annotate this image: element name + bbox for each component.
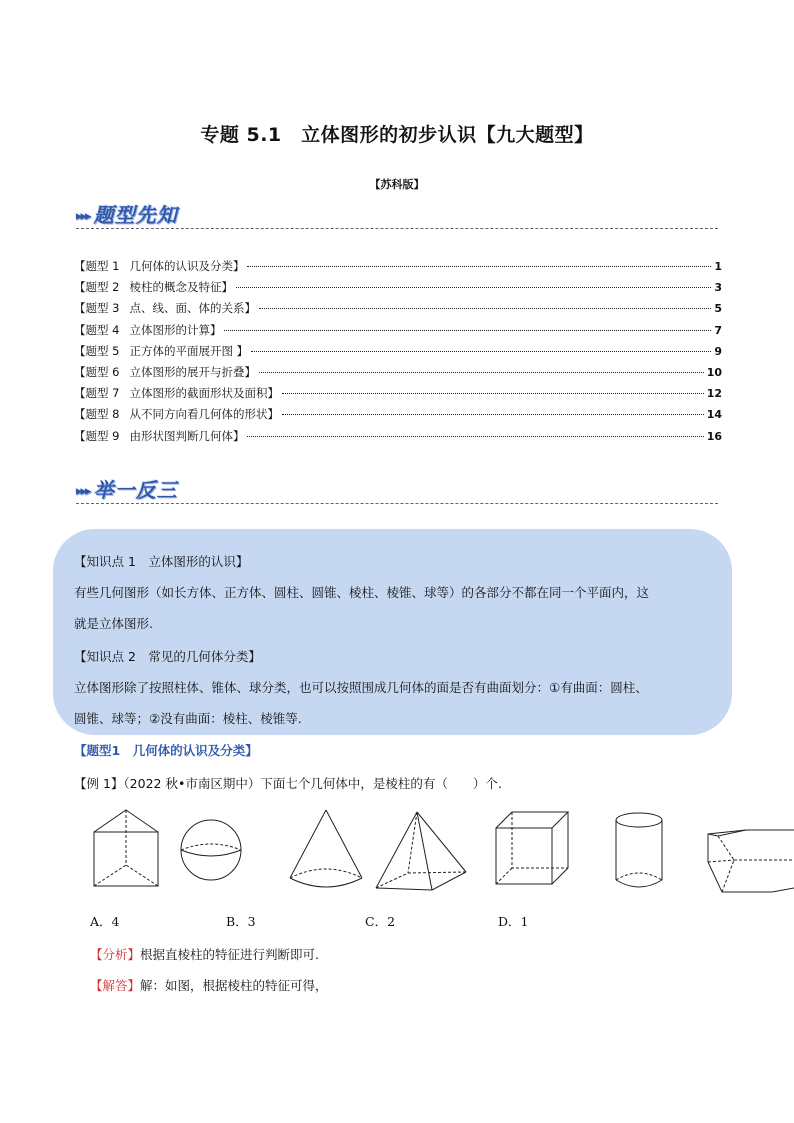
knowledge-point-2-title: 【知识点 2 常见的几何体分类】 — [74, 649, 261, 664]
knowledge-text: 就是立体图形. — [74, 616, 153, 631]
option-c[interactable]: C．2 — [365, 914, 396, 929]
solid-figures — [0, 800, 794, 900]
toc-item[interactable]: 【题型 4 立体图形的计算】 7 — [74, 322, 722, 337]
cone-figure — [290, 810, 362, 887]
divider — [76, 503, 718, 504]
answer-text: 解：如图，根据棱柱的特征可得， — [140, 978, 328, 993]
toc-item[interactable]: 【题型 9 由形状图判断几何体】 16 — [74, 428, 722, 443]
knowledge-text: 有些几何图形（如长方体、正方体、圆柱、圆锥、棱柱、棱锥、球等）的各部分不都在同一个平面内，这 — [74, 585, 650, 600]
page-title: 专题 5.1 立体图形的初步认识【九大题型】 — [200, 124, 594, 146]
toc-item[interactable]: 【题型 8 从不同方向看几何体的形状】 14 — [74, 407, 722, 422]
pentagonal-prism-figure — [708, 830, 794, 892]
knowledge-text: 立体图形除了按照柱体、锥体、球分类，也可以按照围成几何体的面是否有曲面划分：①有曲面：圆柱、 — [74, 680, 648, 695]
table-of-contents — [74, 258, 722, 449]
triangular-prism-figure — [94, 810, 158, 886]
banner-label: 题型先知 — [93, 203, 178, 227]
option-a[interactable]: A．4 — [90, 914, 120, 929]
cube-figure — [496, 812, 568, 884]
banner-question-types — [76, 199, 178, 228]
analysis-text: 根据直棱柱的特征进行判断即可. — [140, 947, 319, 962]
arrow-icon: ▸▸▸ — [76, 484, 90, 499]
knowledge-point-1-title: 【知识点 1 立体图形的认识】 — [74, 554, 249, 569]
pyramid-figure — [376, 812, 466, 890]
arrow-icon: ▸▸▸ — [76, 209, 90, 224]
toc-item[interactable]: 【题型 6 立体图形的展开与折叠】 10 — [74, 364, 722, 379]
question-type-title: 【题型1 几何体的认识及分类】 — [74, 743, 258, 758]
cylinder-figure — [616, 813, 662, 887]
banner-examples — [76, 474, 178, 503]
banner-label: 举一反三 — [93, 478, 178, 502]
option-b[interactable]: B．3 — [226, 914, 256, 929]
sphere-figure — [181, 820, 241, 880]
page-subtitle: 【苏科版】 — [369, 178, 425, 191]
answer — [90, 976, 328, 994]
toc-item[interactable]: 【题型 7 立体图形的截面形状及面积】 12 — [74, 386, 722, 401]
example-question: 【例 1】（2022 秋•市南区期中）下面七个几何体中，是棱柱的有（ ）个. — [74, 776, 502, 791]
answer-label: 【解答】 — [90, 978, 141, 993]
analysis-label: 【分析】 — [90, 947, 141, 962]
toc-item[interactable]: 【题型 3 点、线、面、体的关系】 5 — [74, 301, 722, 316]
toc-item[interactable]: 【题型 5 正方体的平面展开图 】 9 — [74, 343, 722, 358]
toc-item[interactable]: 【题型 2 棱柱的概念及特征】 3 — [74, 280, 722, 295]
analysis — [90, 945, 319, 963]
option-d[interactable]: D．1 — [498, 914, 529, 929]
knowledge-text: 圆锥、球等；②没有曲面：棱柱、棱锥等. — [74, 711, 302, 726]
divider — [76, 228, 718, 229]
toc-item[interactable]: 【题型 1 几何体的认识及分类】 1 — [74, 259, 722, 273]
